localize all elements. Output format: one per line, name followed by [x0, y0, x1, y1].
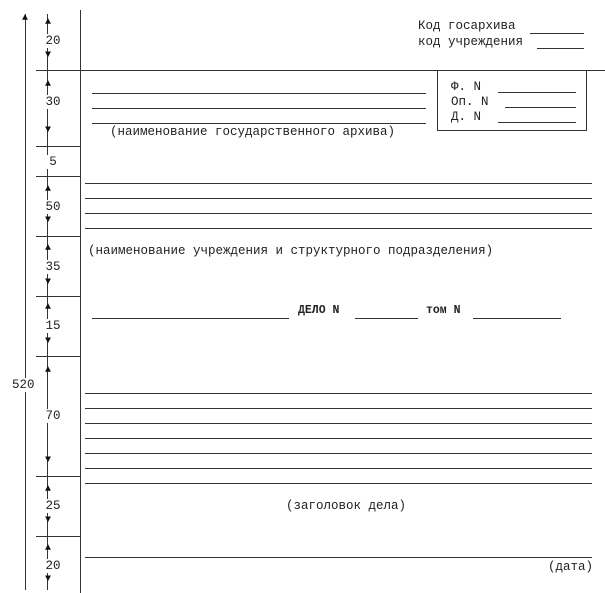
- arrow-up-icon: ▲: [44, 243, 51, 254]
- date-caption: (дата): [548, 560, 594, 574]
- delo-number-field[interactable]: [498, 122, 576, 123]
- case-title-line[interactable]: [85, 468, 592, 469]
- segment-label: 25: [38, 499, 68, 513]
- segment-separator: [36, 476, 80, 477]
- arrow-up-icon: ▲: [44, 17, 51, 28]
- case-title-line[interactable]: [85, 408, 592, 409]
- total-height-label: 520: [12, 378, 35, 392]
- segment-separator: [36, 146, 80, 147]
- arrow-down-icon: ▼: [44, 277, 51, 288]
- arrow-up-icon: ▲: [44, 79, 51, 90]
- case-delo-number-field[interactable]: [355, 318, 418, 319]
- case-index-field[interactable]: [92, 318, 289, 319]
- date-line[interactable]: [85, 557, 592, 558]
- case-title-line[interactable]: [85, 453, 592, 454]
- segment-label: 20: [38, 34, 68, 48]
- case-delo-label: ДЕЛО N: [298, 304, 340, 317]
- arrow-down-icon: ▼: [44, 574, 51, 585]
- opis-label: Оп. N: [451, 95, 489, 109]
- institution-code-field[interactable]: [537, 48, 584, 49]
- page-left-border: [80, 10, 81, 593]
- case-title-line[interactable]: [85, 438, 592, 439]
- archive-name-caption: (наименование государственного архива): [110, 125, 396, 139]
- arrow-up-icon: ▲: [44, 484, 51, 495]
- archive-name-line[interactable]: [92, 108, 426, 109]
- segment-separator: [36, 176, 80, 177]
- archive-name-line[interactable]: [92, 123, 426, 124]
- segment-separator: [36, 236, 80, 237]
- case-title-line[interactable]: [85, 483, 592, 484]
- arrow-down-icon: ▼: [44, 515, 51, 526]
- arrow-up-icon: ▲: [44, 302, 51, 313]
- institution-name-caption: (наименование учреждения и структурного подразделения): [88, 244, 494, 258]
- institution-name-line[interactable]: [85, 228, 592, 229]
- case-title-line[interactable]: [85, 393, 592, 394]
- arrow-down-icon: ▼: [44, 125, 51, 136]
- segment-label: 15: [38, 319, 68, 333]
- opis-field[interactable]: [505, 107, 576, 108]
- arrow-down-icon: ▼: [44, 50, 51, 61]
- segment-separator: [36, 296, 80, 297]
- segment-label: 70: [38, 409, 68, 423]
- case-tom-label: том N: [426, 304, 461, 317]
- fond-label: Ф. N: [451, 80, 482, 94]
- case-title-caption: (заголовок дела): [286, 499, 407, 513]
- arrow-down-icon: ▼: [44, 215, 51, 226]
- delo-number-label: Д. N: [451, 110, 482, 124]
- case-tom-number-field[interactable]: [473, 318, 561, 319]
- institution-name-line[interactable]: [85, 183, 592, 184]
- gosarchive-code-field[interactable]: [530, 33, 584, 34]
- total-height-dimension-line: [25, 14, 26, 590]
- segment-label: 5: [38, 155, 68, 169]
- archive-name-line[interactable]: [92, 93, 426, 94]
- case-title-line[interactable]: [85, 423, 592, 424]
- arrow-up-icon: ▲: [21, 13, 28, 24]
- arrow-down-icon: ▼: [44, 336, 51, 347]
- segment-label: 20: [38, 559, 68, 573]
- segment-label: 30: [38, 95, 68, 109]
- arrow-up-icon: ▲: [44, 365, 51, 376]
- arrow-down-icon: ▼: [44, 455, 51, 466]
- segment-label: 35: [38, 260, 68, 274]
- fond-field[interactable]: [498, 92, 576, 93]
- segment-separator: [36, 536, 80, 537]
- institution-code-label: код учреждения: [418, 35, 524, 49]
- institution-name-line[interactable]: [85, 213, 592, 214]
- arrow-up-icon: ▲: [44, 184, 51, 195]
- institution-name-line[interactable]: [85, 198, 592, 199]
- arrow-up-icon: ▲: [44, 543, 51, 554]
- gosarchive-code-label: Код госархива: [418, 19, 516, 33]
- segment-separator: [36, 356, 80, 357]
- segment-label: 50: [38, 200, 68, 214]
